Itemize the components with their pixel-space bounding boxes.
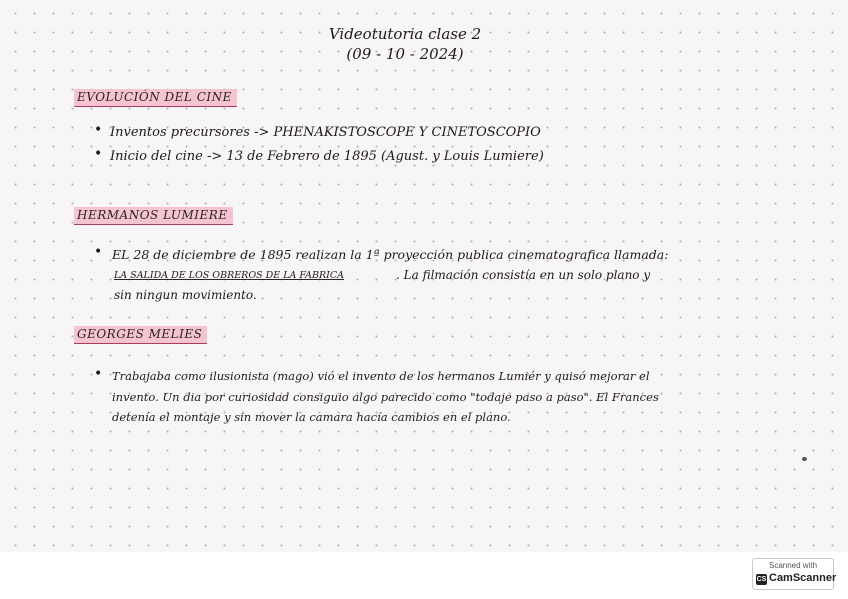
section-heading-melies: GEORGES MELIES (74, 326, 207, 344)
list-item-continued: detenía el montaje y sin mover la camara hacía cambios en el plano. (112, 410, 511, 424)
list-item-continued: . La filmación consistía en un solo plano y (396, 268, 651, 282)
title-line-1: Videotutoria clase 2 (328, 25, 482, 43)
badge-brand: CamScanner (769, 572, 837, 584)
list-item-continued: sin ningun movimiento. (114, 288, 257, 302)
bullet-icon: • (94, 244, 103, 260)
list-item-continued: invento. Un dia por curiosidad consiguio algo parecido como "todaje paso a paso". El Frances (112, 390, 659, 404)
camscanner-logo-icon: CS (756, 576, 767, 583)
camscanner-badge (752, 558, 837, 590)
list-item: Inventos precursores -> PHENAKISTOSCOPE Y CINETOSCOPIO (110, 125, 541, 140)
list-item: EL 28 de diciembre de 1895 realizan la 1ª proyección publica cinematografica llamada: (112, 247, 669, 262)
bullet-icon: • (94, 146, 103, 162)
page-title (300, 24, 510, 64)
title-date: (09 - 10 - 2024) (346, 45, 464, 63)
film-title: LA SALIDA DE LOS OBREROS DE LA FABRICA (114, 270, 345, 281)
badge-caption: Scanned with (768, 561, 818, 570)
section-heading-evolucion: EVOLUCIÓN DEL CINE (74, 89, 237, 107)
bullet-icon: • (94, 366, 103, 382)
bullet-icon: • (94, 122, 103, 138)
ink-dot (802, 457, 807, 461)
section-heading-lumiere: HERMANOS LUMIERE (74, 207, 233, 225)
list-item: Trabajaba como ilusionista (mago) vió el invento de los hermanos Lumiér y quisó mejorar el (112, 369, 650, 383)
list-item: Inicio del cine -> 13 de Febrero de 1895 (Agust. y Louis Lumiere) (110, 149, 544, 164)
